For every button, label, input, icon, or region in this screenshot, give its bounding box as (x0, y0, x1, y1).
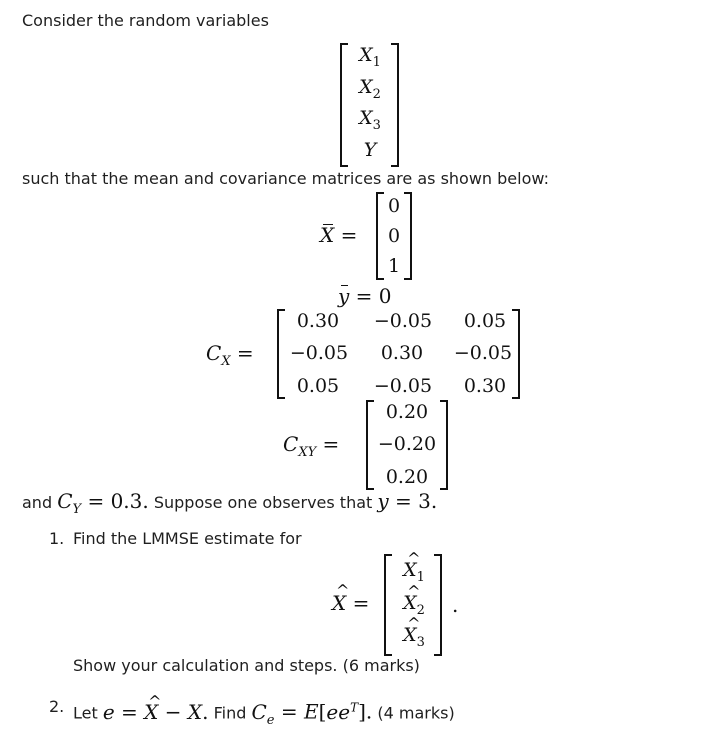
xbar-entry: 0 (387, 225, 401, 247)
cxy-entry: 0.20 (385, 466, 429, 488)
cxy-entry: −0.20 (377, 433, 437, 455)
vector-entry: Y (363, 139, 377, 161)
xhat-entry: ^ $X_3$ (394, 624, 434, 650)
matrix-cell: −0.05 (373, 375, 433, 397)
ybar-equation: y = 0 (338, 284, 392, 308)
intro-text: Consider the random variables (22, 11, 269, 30)
matrix-cell: −0.05 (453, 342, 513, 364)
matrix-cell: 0.30 (463, 375, 507, 397)
mean-cov-text: such that the mean and covariance matrices are as shown below: (22, 169, 549, 188)
matrix-cell: −0.05 (289, 342, 349, 364)
xhat-label: ^ X = (332, 591, 369, 615)
vector-entry: $X_3$ (359, 107, 381, 133)
xhat-entry: ^ $X_2$ (394, 592, 434, 618)
matrix-cell: 0.05 (463, 310, 507, 332)
q1-number: 1. (49, 529, 65, 548)
matrix-cell: 0.30 (296, 310, 340, 332)
error-definition: e = ^ X − X. (103, 700, 209, 724)
vector-entry: $X_1$ (359, 44, 381, 70)
q2-text: Let e = ^ X − X. Find $C_e = E[ee^T]$. (4 marks) (73, 697, 455, 731)
xbar-label: X = (320, 223, 358, 247)
q2-number: 2. (49, 697, 65, 716)
cy-equation: $C_Y = 0.3$. (57, 489, 149, 517)
right-bracket (391, 43, 399, 167)
xhat-left-bracket (384, 554, 392, 656)
matrix-cell: 0.05 (296, 375, 340, 397)
observation: y = 3. (377, 489, 438, 513)
cxy-label: $C_{XY}$ = (283, 432, 340, 460)
cy-sentence: and $C_Y = 0.3$. Suppose one observes that y = 3. (22, 489, 438, 517)
cxy-entry: 0.20 (385, 401, 429, 423)
matrix-cell: 0.30 (380, 342, 424, 364)
error-covariance-definition: $C_e = E[ee^T]$. (251, 699, 373, 728)
cx-label: $C_X$ = (206, 341, 254, 369)
xbar-entry: 0 (387, 195, 401, 217)
q1-instruction: Show your calculation and steps. (6 marks) (73, 656, 420, 675)
q1-text: Find the LMMSE estimate for (73, 529, 302, 548)
vector-entry: $X_2$ (359, 76, 381, 102)
xhat-right-bracket (434, 554, 442, 656)
left-bracket (340, 43, 348, 167)
xhat-entry: ^ $X_1$ (394, 559, 434, 585)
matrix-cell: −0.05 (373, 310, 433, 332)
xbar-entry: 1 (387, 255, 401, 277)
xhat-period: . (452, 593, 459, 617)
